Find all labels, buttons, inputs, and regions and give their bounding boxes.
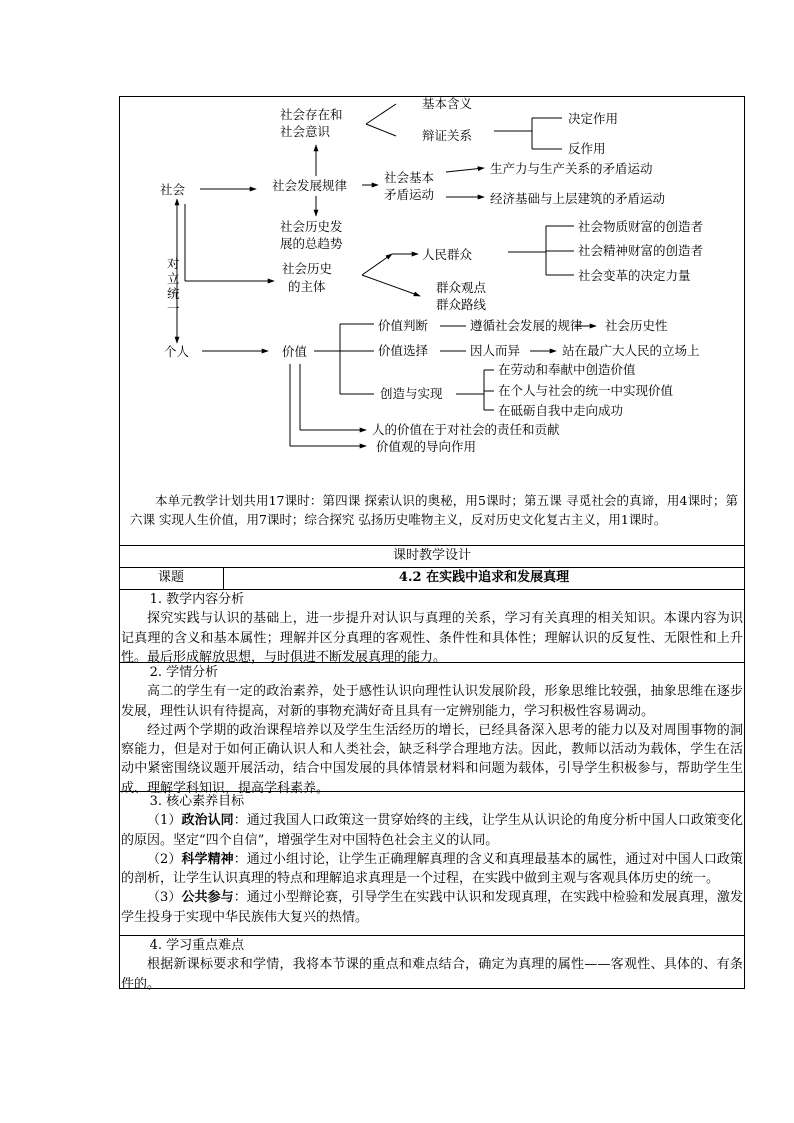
follow-label: 遵循社会发展的规律 xyxy=(470,318,583,333)
subject-label: 社会历史 xyxy=(282,261,333,276)
paragraph xyxy=(121,811,743,850)
society-label: 社会 xyxy=(160,182,186,197)
item-number: （2） xyxy=(147,851,182,867)
spiritual-label: 社会精神财富的创造者 xyxy=(578,243,704,258)
law-label: 社会发展规律 xyxy=(272,178,348,193)
item-keyword: 科学精神 xyxy=(181,851,234,867)
section-core-literacy xyxy=(121,792,743,927)
dialectic-label: 辩证关系 xyxy=(422,128,473,143)
stand-label: 站在最广大人民的立场上 xyxy=(562,343,700,358)
productive-label: 生产力与生产关系的矛盾运动 xyxy=(490,161,653,176)
masses-label: 人民群众 xyxy=(422,247,473,262)
trend-label: 展的总趋势 xyxy=(280,236,343,251)
subject-label: 的主体 xyxy=(288,279,326,294)
paragraph xyxy=(121,888,743,927)
historical-label: 社会历史性 xyxy=(605,318,668,333)
concept-diagram xyxy=(0,0,794,500)
create-label: 创造与实现 xyxy=(380,386,443,401)
decisive-label: 决定作用 xyxy=(568,111,619,126)
item-keyword: 政治认同 xyxy=(181,813,234,829)
responsibility-label: 人的价值在于对社会的责任和贡献 xyxy=(372,422,560,437)
section-heading: 4. 学习重点难点 xyxy=(149,938,245,953)
differ-label: 因人而异 xyxy=(470,343,521,358)
teaching-plan-text: 本单元教学计划共用17课时：第四课 探索认识的奥秘，用5课时；第五课 寻觅社会的真谛，用4课时；第六课 实现人生价值，用7课时；综合探究 弘扬历史唯物主义，反对历史文化复古主义，用1课时。 xyxy=(130,493,738,527)
topic-title: 4.2 在实践中追求和发展真理 xyxy=(398,570,570,585)
material-label: 社会物质财富的创造者 xyxy=(578,219,704,234)
topic-label: 课题 xyxy=(157,570,184,585)
paragraph: 经过两个学期的政治课程培养以及学生生活经历的增长，已经具备深入思考的能力以及对周围事物的洞察能力，但是对于如何正确认识人和人类社会，缺乏科学合理地方法。因此，教师以活动为载体，学生在活动中紧密围绕议题开展活动，结合中国发展的具体情景材料和问题为载体，引导学生积极参与，帮助学生生成、理解学科知识，提高学科素养。 xyxy=(121,722,743,796)
item-text: ：通过小组讨论，让学生正确理解真理的含义和真理最基本的属性，通过对中国人口政策的剖析，让学生认识真理的特点和理解追求真理是一个过程，在实践中做到主观与客观具体历史的统一。 xyxy=(121,851,743,887)
trend-label: 社会历史发 xyxy=(280,219,343,234)
labor-label: 在劳动和奉献中创造价值 xyxy=(498,362,636,377)
self-label: 在砥砺自我中走向成功 xyxy=(498,403,624,418)
reaction-label: 反作用 xyxy=(568,141,606,156)
existence-label: 社会意识 xyxy=(280,124,331,139)
section-key-difficulties xyxy=(121,936,743,994)
existence-label: 社会存在和 xyxy=(280,107,343,122)
choice-label: 价值选择 xyxy=(378,343,429,358)
item-number: （3） xyxy=(147,890,182,906)
contradiction-label: 矛盾运动 xyxy=(384,187,435,202)
section-heading: 1. 教学内容分析 xyxy=(149,592,245,607)
section-heading: 3. 核心素养目标 xyxy=(149,794,245,809)
contradiction-label: 社会基本 xyxy=(384,170,435,185)
item-number: （1） xyxy=(147,813,182,829)
value-label: 价值 xyxy=(282,344,308,359)
paragraph: 探究实践与认识的基础上，进一步提升对认识与真理的关系，学习有关真理的相关知识。本课内容为识记真理的含义和基本属性；理解并区分真理的客观性、条件性和具体性；理解认识的反复性、无限性和上升性。最后形成解放思想，与时俱进不断发展真理的能力。 xyxy=(121,611,743,665)
judgment-label: 价值判断 xyxy=(378,318,429,333)
unity-char: 统 xyxy=(167,286,180,301)
guide-label: 价值观的导向作用 xyxy=(376,439,477,454)
paragraph xyxy=(121,850,743,889)
section-heading: 2. 学情分析 xyxy=(149,665,219,680)
paragraph: 高二的学生有一定的政治素养，处于感性认识向理性认识发展阶段，形象思维比较强，抽象思维在逐步发展，理性认识有待提高，对新的事物充满好奇且具有一定辨别能力，学习积极性容易调动。 xyxy=(121,684,743,719)
unity-char: 立 xyxy=(167,271,180,286)
section-content-analysis xyxy=(121,590,743,667)
basic-meaning-label: 基本含义 xyxy=(422,96,473,111)
unity-char: 一 xyxy=(167,301,180,316)
unity-char: 对 xyxy=(167,256,180,271)
change-label: 社会变革的决定力量 xyxy=(578,268,691,283)
view-label: 群众观点 xyxy=(436,280,487,295)
economic-label: 经济基础与上层建筑的矛盾运动 xyxy=(490,191,666,206)
line-label: 群众路线 xyxy=(436,297,487,312)
paragraph: 根据新课标要求和学情，我将本节课的重点和难点结合，确定为真理的属性——客观性、具体的、有条件的。 xyxy=(121,957,743,992)
item-text: ：通过我国人口政策这一贯穿始终的主线，让学生从认识论的角度分析中国人口政策变化的原因。坚定“四个自信”，增强学生对中国特色社会主义的认同。 xyxy=(121,813,743,848)
individual-label: 个人 xyxy=(164,344,190,359)
item-text: ：通过小型辩论赛，引导学生在实践中认识和发现真理，在实践中检验和发展真理，激发学生投身于实现中华民族伟大复兴的热情。 xyxy=(121,890,743,925)
unify-label: 在个人与社会的统一中实现价值 xyxy=(498,383,674,398)
design-header: 课时教学设计 xyxy=(392,548,471,563)
item-keyword: 公共参与 xyxy=(181,890,234,906)
section-student-analysis xyxy=(121,663,743,798)
